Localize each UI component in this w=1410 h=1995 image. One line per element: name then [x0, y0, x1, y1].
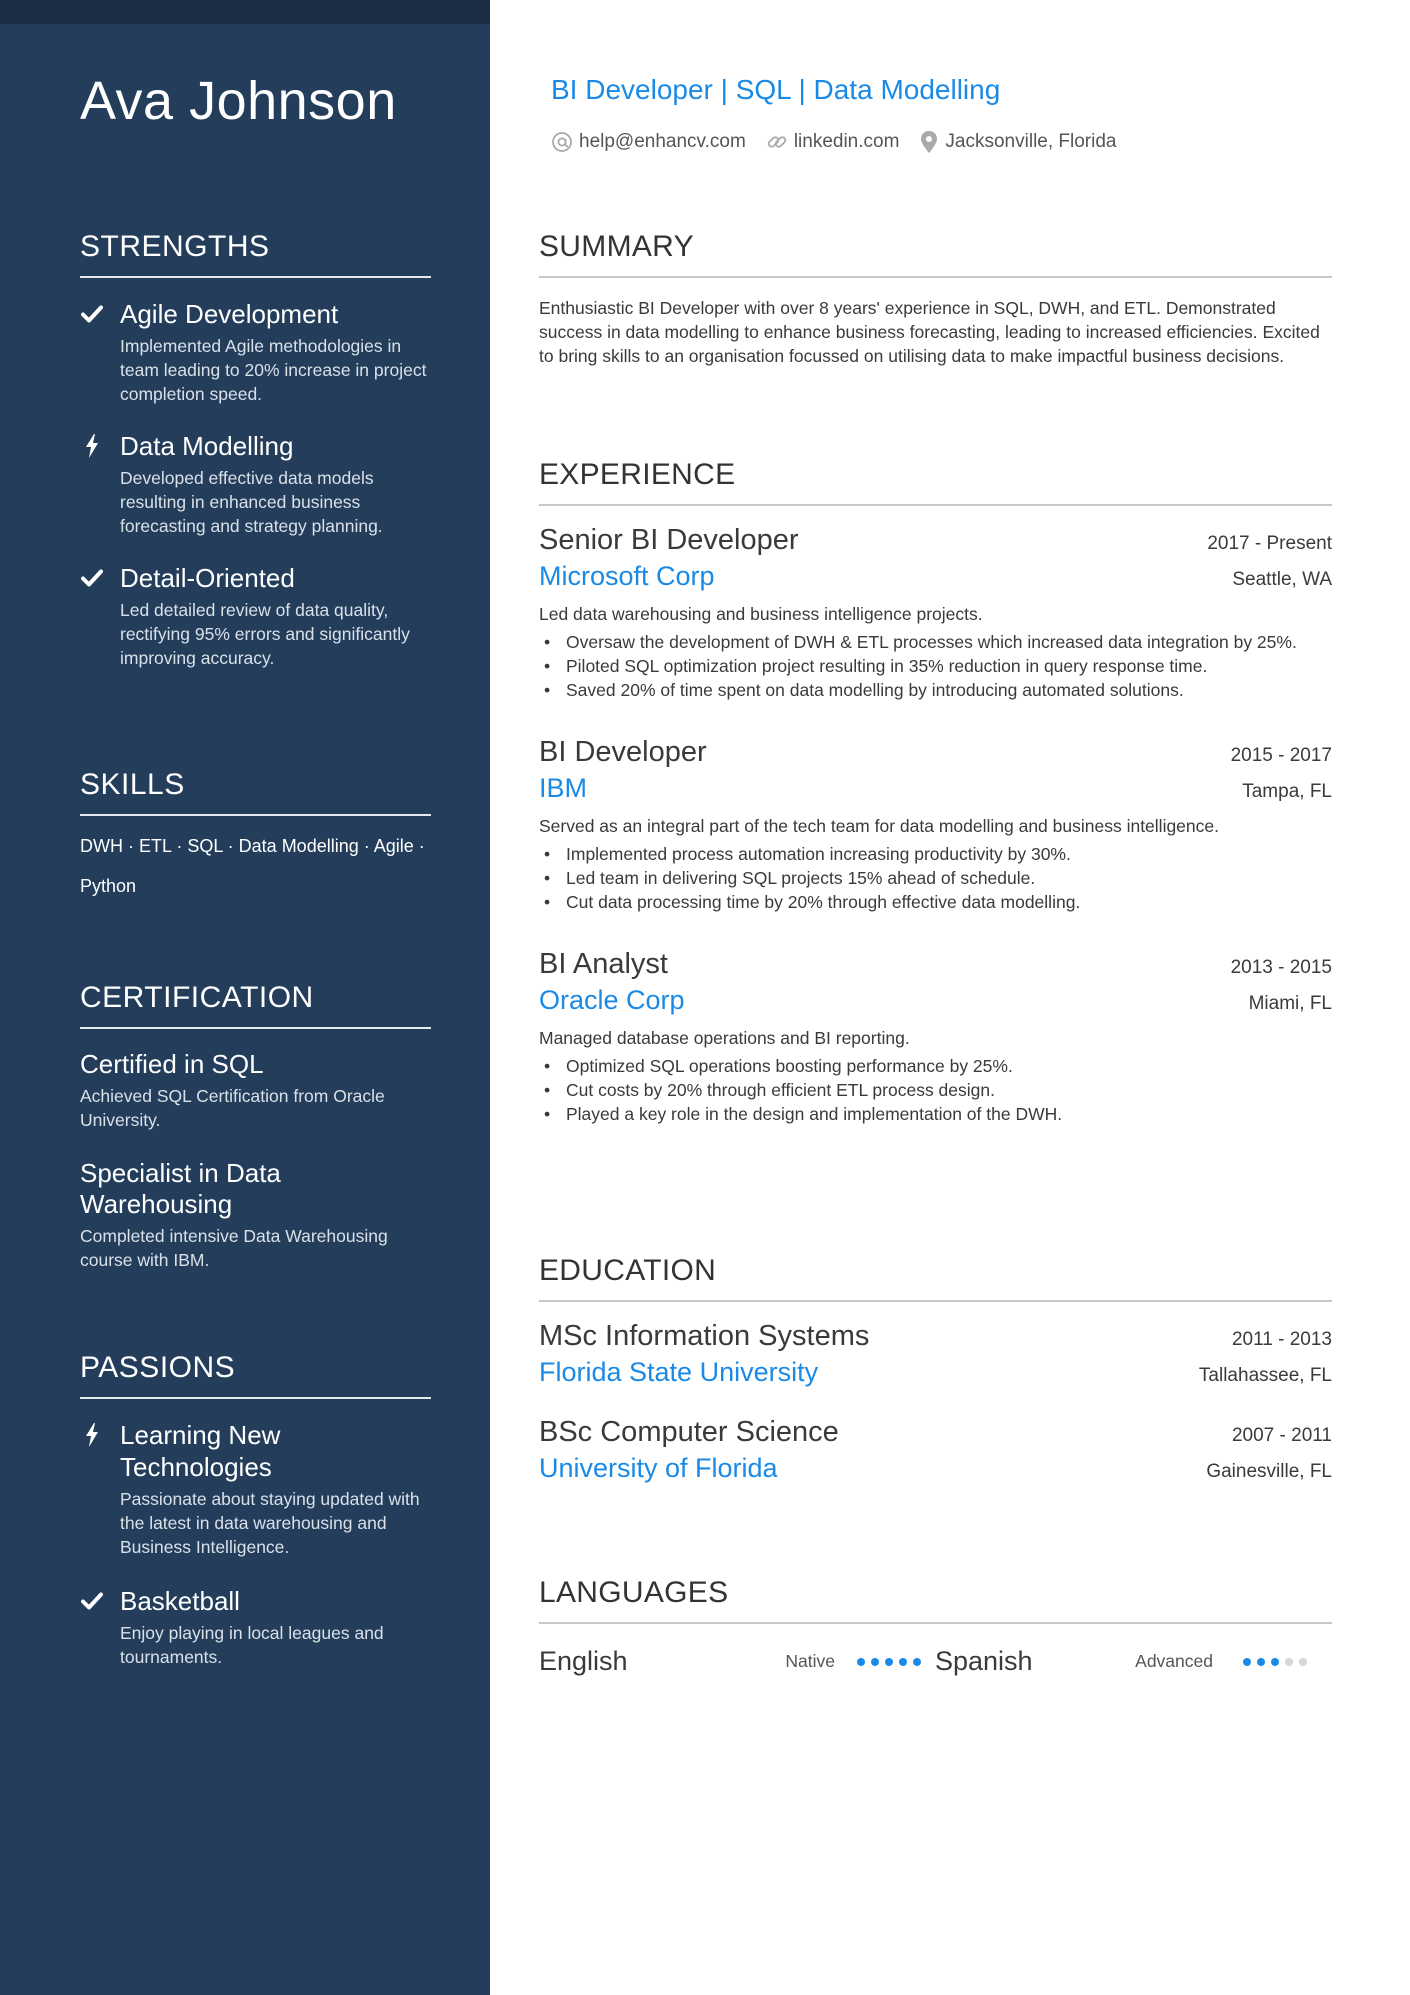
language-level: Native — [785, 1651, 835, 1671]
contact-location — [919, 130, 1116, 154]
check-icon — [80, 300, 104, 328]
passion-desc: Enjoy playing in local leagues and tournaments. — [120, 1623, 384, 1667]
language-item — [935, 1646, 1332, 1677]
job-description: Led data warehousing and business intelligence projects. — [539, 604, 983, 624]
check-icon — [80, 1587, 104, 1615]
experience-heading: EXPERIENCE — [539, 458, 1332, 506]
job-company[interactable]: IBM — [539, 773, 588, 803]
education-heading: EDUCATION — [539, 1254, 1332, 1302]
summary-text: Enthusiastic BI Developer with over 8 years' experience in SQL, DWH, and ETL. Demonstrated success in data modelling to enhance business forecasting, leading to increased efficiencies. Excited to bring skills to an organisation focussed on utilising data to make impactful business decisions. — [539, 298, 1320, 366]
summary-section — [539, 230, 1332, 368]
certification-section — [80, 981, 431, 1272]
skills-section — [80, 768, 431, 906]
certification-title: Specialist in Data Warehousing — [80, 1158, 281, 1219]
job-bullets — [539, 630, 1332, 702]
contact-bar — [551, 130, 1117, 154]
location-pin-icon — [919, 130, 939, 154]
language-name: Spanish — [935, 1646, 1033, 1676]
sidebar-top-bar — [0, 0, 490, 24]
certification-item — [80, 1158, 431, 1272]
skills-list: DWH · ETL · SQL · Data Modelling · Agile · Python — [80, 836, 425, 896]
rating-dot-filled — [913, 1658, 921, 1666]
job-location: Seattle, WA — [1232, 569, 1332, 590]
rating-dot-filled — [1257, 1658, 1265, 1666]
languages-section — [539, 1576, 1332, 1677]
degree-title: MSc Information Systems — [539, 1320, 870, 1352]
strengths-section — [80, 230, 431, 670]
contact-linkedin[interactable] — [766, 131, 900, 153]
summary-heading: SUMMARY — [539, 230, 1332, 278]
language-level: Advanced — [1135, 1651, 1213, 1671]
job-bullet: • Led team in delivering SQL projects 15% ahead of schedule. — [539, 866, 1332, 890]
strength-title: Agile Development — [120, 299, 339, 329]
education-date: 2011 - 2013 — [1231, 1329, 1332, 1350]
education-location: Tallahassee, FL — [1198, 1365, 1332, 1386]
education-section — [539, 1254, 1332, 1484]
job-bullets — [539, 1054, 1332, 1126]
certification-title: Certified in SQL — [80, 1049, 264, 1079]
job-location: Miami, FL — [1248, 993, 1332, 1014]
job-bullets — [539, 842, 1332, 914]
language-rating — [857, 1658, 921, 1666]
job-bullet: • Piloted SQL optimization project resulting in 35% reduction in query response time. — [539, 654, 1332, 678]
education-entry — [539, 1320, 1332, 1388]
contact-email[interactable] — [551, 131, 746, 153]
certification-desc: Achieved SQL Certification from Oracle University. — [80, 1086, 385, 1130]
job-company[interactable]: Oracle Corp — [539, 985, 685, 1015]
job-bullet: • Oversaw the development of DWH & ETL processes which increased data integration by 25%. — [539, 630, 1332, 654]
candidate-name: Ava Johnson — [80, 71, 397, 131]
languages-heading: LANGUAGES — [539, 1576, 1332, 1624]
language-rating — [1243, 1658, 1307, 1666]
bolt-icon — [80, 1421, 104, 1449]
strength-item — [80, 562, 431, 670]
experience-section — [539, 458, 1332, 1126]
language-item — [539, 1646, 935, 1677]
job-title: BI Developer — [539, 736, 707, 768]
rating-dot-filled — [857, 1658, 865, 1666]
job-bullet: • Optimized SQL operations boosting performance by 25%. — [539, 1054, 1332, 1078]
school-name[interactable]: Florida State University — [539, 1357, 819, 1387]
linkedin-text: linkedin.com — [793, 131, 900, 152]
job-title: BI Analyst — [539, 948, 668, 980]
email-text: help@enhancv.com — [579, 131, 746, 152]
job-bullet: • Played a key role in the design and implementation of the DWH. — [539, 1102, 1332, 1126]
job-date: 2017 - Present — [1207, 533, 1332, 554]
strength-title: Data Modelling — [120, 431, 294, 461]
job-date: 2013 - 2015 — [1230, 957, 1332, 978]
strength-desc: Led detailed review of data quality, rectifying 95% errors and significantly improving accuracy. — [120, 600, 410, 668]
degree-title: BSc Computer Science — [539, 1416, 839, 1448]
job-title: Senior BI Developer — [539, 524, 799, 556]
job-date: 2015 - 2017 — [1230, 745, 1332, 766]
certification-heading: CERTIFICATION — [80, 981, 431, 1029]
rating-dot-filled — [899, 1658, 907, 1666]
job-bullet: • Saved 20% of time spent on data modelling by introducing automated solutions. — [539, 678, 1332, 702]
job-bullet: • Cut costs by 20% through efficient ETL process design. — [539, 1078, 1332, 1102]
skills-heading: SKILLS — [80, 768, 431, 816]
strength-desc: Developed effective data models resulting in enhanced business forecasting and strategy planning. — [120, 468, 383, 536]
education-entry — [539, 1416, 1332, 1484]
location-text: Jacksonville, Florida — [945, 131, 1117, 152]
strength-item — [80, 430, 431, 538]
job-bullet: • Cut data processing time by 20% through effective data modelling. — [539, 890, 1332, 914]
at-icon — [551, 131, 573, 153]
rating-dot-empty — [1299, 1658, 1307, 1666]
rating-dot-filled — [1271, 1658, 1279, 1666]
education-location: Gainesville, FL — [1206, 1461, 1332, 1482]
experience-entry — [539, 948, 1332, 1126]
rating-dot-filled — [1243, 1658, 1251, 1666]
job-description: Managed database operations and BI reporting. — [539, 1028, 910, 1048]
sidebar — [0, 0, 490, 1995]
rating-dot-filled — [885, 1658, 893, 1666]
strength-desc: Implemented Agile methodologies in team leading to 20% increase in project completion speed. — [120, 336, 427, 404]
strength-title: Detail-Oriented — [120, 563, 295, 593]
certification-item — [80, 1049, 431, 1132]
languages-list — [539, 1646, 1332, 1677]
job-location: Tampa, FL — [1242, 781, 1332, 802]
job-company[interactable]: Microsoft Corp — [539, 561, 715, 591]
passions-section — [80, 1351, 431, 1669]
rating-dot-filled — [871, 1658, 879, 1666]
passion-item — [80, 1585, 431, 1669]
job-description: Served as an integral part of the tech team for data modelling and business intelligence. — [539, 816, 1219, 836]
strengths-heading: STRENGTHS — [80, 230, 431, 278]
bolt-icon — [80, 432, 104, 460]
passion-desc: Passionate about staying updated with the latest in data warehousing and Business Intelligence. — [120, 1489, 420, 1557]
passion-title: Learning New Technologies — [120, 1420, 281, 1482]
language-name: English — [539, 1646, 628, 1676]
job-bullet: • Implemented process automation increasing productivity by 30%. — [539, 842, 1332, 866]
rating-dot-empty — [1285, 1658, 1293, 1666]
link-icon — [766, 131, 788, 153]
school-name[interactable]: University of Florida — [539, 1453, 778, 1483]
passion-item — [80, 1419, 431, 1559]
certification-desc: Completed intensive Data Warehousing course with IBM. — [80, 1226, 388, 1270]
strength-item — [80, 298, 431, 406]
experience-entry — [539, 524, 1332, 702]
education-date: 2007 - 2011 — [1231, 1425, 1332, 1446]
experience-entry — [539, 736, 1332, 914]
passions-heading: PASSIONS — [80, 1351, 431, 1399]
check-icon — [80, 564, 104, 592]
headline: BI Developer | SQL | Data Modelling — [551, 74, 1001, 105]
passion-title: Basketball — [120, 1586, 240, 1616]
